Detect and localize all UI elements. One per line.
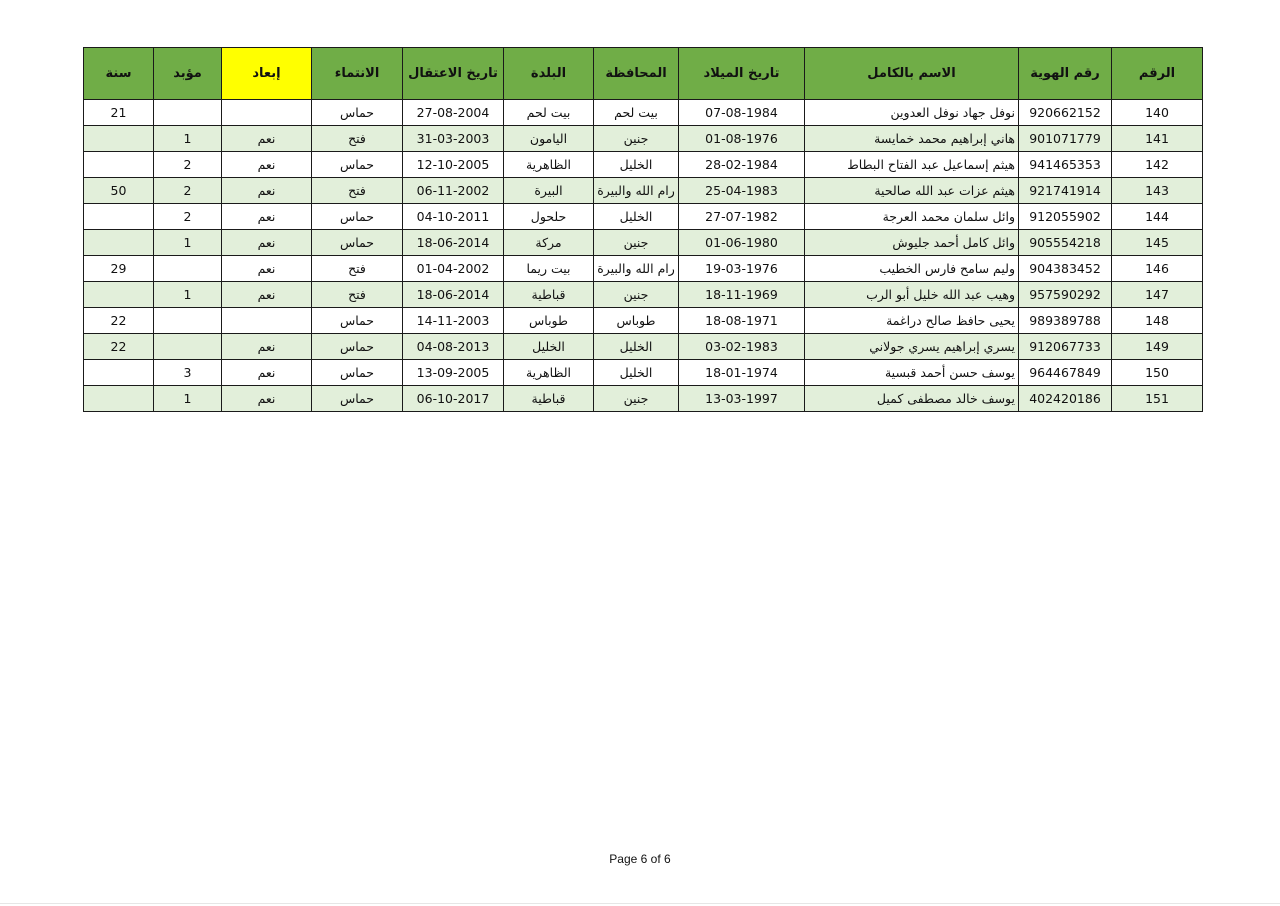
cell-arrest-date: 27-08-2004 <box>403 100 504 126</box>
cell-full-name: وائل سلمان محمد العرجة <box>805 204 1019 230</box>
cell-number: 147 <box>1112 282 1203 308</box>
cell-id-number: 912067733 <box>1019 334 1112 360</box>
cell-affiliation: حماس <box>312 100 403 126</box>
cell-governorate: بيت لحم <box>594 100 679 126</box>
cell-full-name: يسري إبراهيم يسري جولاني <box>805 334 1019 360</box>
cell-id-number: 989389788 <box>1019 308 1112 334</box>
cell-birth-date: 18-11-1969 <box>679 282 805 308</box>
cell-id-number: 905554218 <box>1019 230 1112 256</box>
cell-deportation: نعم <box>222 360 312 386</box>
cell-affiliation: حماس <box>312 308 403 334</box>
cell-number: 143 <box>1112 178 1203 204</box>
header-row <box>84 48 1203 100</box>
cell-governorate: الخليل <box>594 360 679 386</box>
cell-deportation: نعم <box>222 152 312 178</box>
cell-life-sentence: 3 <box>154 360 222 386</box>
cell-town: بيت لحم <box>504 100 594 126</box>
cell-years <box>84 126 154 152</box>
cell-life-sentence: 2 <box>154 178 222 204</box>
cell-governorate: الخليل <box>594 152 679 178</box>
cell-full-name: نوفل جهاد نوفل العدوين <box>805 100 1019 126</box>
cell-life-sentence: 1 <box>154 126 222 152</box>
header-full-name: الاسم بالكامل <box>805 48 1019 100</box>
cell-deportation: نعم <box>222 230 312 256</box>
cell-life-sentence <box>154 100 222 126</box>
cell-affiliation: فتح <box>312 178 403 204</box>
cell-town: البيرة <box>504 178 594 204</box>
cell-governorate: طوباس <box>594 308 679 334</box>
cell-years: 21 <box>84 100 154 126</box>
cell-affiliation: حماس <box>312 230 403 256</box>
cell-id-number: 957590292 <box>1019 282 1112 308</box>
cell-years: 22 <box>84 308 154 334</box>
cell-id-number: 402420186 <box>1019 386 1112 412</box>
cell-birth-date: 07-08-1984 <box>679 100 805 126</box>
header-affiliation: الانتماء <box>312 48 403 100</box>
cell-arrest-date: 12-10-2005 <box>403 152 504 178</box>
cell-deportation <box>222 100 312 126</box>
table-body <box>84 100 1203 412</box>
cell-id-number: 912055902 <box>1019 204 1112 230</box>
cell-years: 50 <box>84 178 154 204</box>
header-town: البلدة <box>504 48 594 100</box>
cell-number: 145 <box>1112 230 1203 256</box>
cell-deportation <box>222 308 312 334</box>
cell-governorate: جنين <box>594 386 679 412</box>
cell-number: 149 <box>1112 334 1203 360</box>
cell-life-sentence: 1 <box>154 386 222 412</box>
cell-arrest-date: 04-10-2011 <box>403 204 504 230</box>
cell-birth-date: 18-08-1971 <box>679 308 805 334</box>
cell-number: 141 <box>1112 126 1203 152</box>
table-row <box>84 386 1203 412</box>
cell-arrest-date: 18-06-2014 <box>403 230 504 256</box>
cell-deportation: نعم <box>222 282 312 308</box>
cell-town: اليامون <box>504 126 594 152</box>
cell-arrest-date: 31-03-2003 <box>403 126 504 152</box>
cell-town: الظاهرية <box>504 360 594 386</box>
cell-number: 142 <box>1112 152 1203 178</box>
cell-years <box>84 386 154 412</box>
table-row <box>84 230 1203 256</box>
cell-id-number: 920662152 <box>1019 100 1112 126</box>
cell-arrest-date: 06-11-2002 <box>403 178 504 204</box>
cell-number: 150 <box>1112 360 1203 386</box>
cell-id-number: 921741914 <box>1019 178 1112 204</box>
cell-town: قباطية <box>504 386 594 412</box>
cell-full-name: وائل كامل أحمد جليوش <box>805 230 1019 256</box>
cell-arrest-date: 18-06-2014 <box>403 282 504 308</box>
table-row <box>84 282 1203 308</box>
cell-full-name: هيثم عزات عبد الله صالحية <box>805 178 1019 204</box>
table-row <box>84 152 1203 178</box>
cell-id-number: 901071779 <box>1019 126 1112 152</box>
cell-birth-date: 19-03-1976 <box>679 256 805 282</box>
table-row <box>84 100 1203 126</box>
cell-town: طوباس <box>504 308 594 334</box>
cell-full-name: هيثم إسماعيل عبد الفتاح البطاط <box>805 152 1019 178</box>
cell-deportation: نعم <box>222 178 312 204</box>
cell-years <box>84 360 154 386</box>
cell-affiliation: فتح <box>312 282 403 308</box>
table-row <box>84 308 1203 334</box>
header-number: الرقم <box>1112 48 1203 100</box>
cell-birth-date: 27-07-1982 <box>679 204 805 230</box>
table-row <box>84 178 1203 204</box>
page-number: Page 6 of 6 <box>609 852 671 866</box>
cell-life-sentence: 2 <box>154 152 222 178</box>
cell-town: مركة <box>504 230 594 256</box>
header-deportation: إبعاد <box>222 48 312 100</box>
page-bottom-divider <box>0 903 1280 904</box>
cell-governorate: الخليل <box>594 204 679 230</box>
cell-deportation: نعم <box>222 334 312 360</box>
cell-governorate: رام الله والبيرة <box>594 178 679 204</box>
cell-years <box>84 230 154 256</box>
cell-full-name: وهيب عبد الله خليل أبو الرب <box>805 282 1019 308</box>
cell-town: قباطية <box>504 282 594 308</box>
cell-id-number: 964467849 <box>1019 360 1112 386</box>
cell-life-sentence: 1 <box>154 282 222 308</box>
cell-years: 29 <box>84 256 154 282</box>
prisoners-table <box>83 47 1203 412</box>
cell-governorate: جنين <box>594 230 679 256</box>
cell-affiliation: حماس <box>312 386 403 412</box>
cell-years <box>84 282 154 308</box>
cell-birth-date: 03-02-1983 <box>679 334 805 360</box>
cell-years <box>84 152 154 178</box>
cell-town: بيت ريما <box>504 256 594 282</box>
cell-number: 144 <box>1112 204 1203 230</box>
cell-birth-date: 25-04-1983 <box>679 178 805 204</box>
table-row <box>84 360 1203 386</box>
cell-affiliation: حماس <box>312 204 403 230</box>
cell-full-name: وليم سامح فارس الخطيب <box>805 256 1019 282</box>
cell-town: الخليل <box>504 334 594 360</box>
header-life-sentence: مؤبد <box>154 48 222 100</box>
cell-birth-date: 18-01-1974 <box>679 360 805 386</box>
header-birth-date: تاريخ الميلاد <box>679 48 805 100</box>
cell-affiliation: فتح <box>312 256 403 282</box>
table-row <box>84 256 1203 282</box>
cell-life-sentence <box>154 334 222 360</box>
table-row <box>84 334 1203 360</box>
cell-deportation: نعم <box>222 204 312 230</box>
cell-number: 146 <box>1112 256 1203 282</box>
cell-arrest-date: 01-04-2002 <box>403 256 504 282</box>
cell-birth-date: 28-02-1984 <box>679 152 805 178</box>
cell-affiliation: حماس <box>312 152 403 178</box>
header-id-number: رقم الهوية <box>1019 48 1112 100</box>
cell-full-name: يوسف حسن أحمد قبسية <box>805 360 1019 386</box>
cell-arrest-date: 04-08-2013 <box>403 334 504 360</box>
cell-id-number: 904383452 <box>1019 256 1112 282</box>
cell-governorate: جنين <box>594 282 679 308</box>
cell-town: حلحول <box>504 204 594 230</box>
header-governorate: المحافظة <box>594 48 679 100</box>
cell-birth-date: 01-06-1980 <box>679 230 805 256</box>
header-years: سنة <box>84 48 154 100</box>
cell-life-sentence: 1 <box>154 230 222 256</box>
cell-life-sentence <box>154 256 222 282</box>
cell-governorate: جنين <box>594 126 679 152</box>
cell-deportation: نعم <box>222 386 312 412</box>
cell-arrest-date: 06-10-2017 <box>403 386 504 412</box>
cell-years <box>84 204 154 230</box>
cell-number: 140 <box>1112 100 1203 126</box>
cell-affiliation: حماس <box>312 360 403 386</box>
cell-number: 148 <box>1112 308 1203 334</box>
cell-full-name: يحيى حافظ صالح دراغمة <box>805 308 1019 334</box>
cell-years: 22 <box>84 334 154 360</box>
cell-full-name: يوسف خالد مصطفى كميل <box>805 386 1019 412</box>
table-row <box>84 126 1203 152</box>
cell-governorate: الخليل <box>594 334 679 360</box>
cell-affiliation: حماس <box>312 334 403 360</box>
cell-birth-date: 01-08-1976 <box>679 126 805 152</box>
table-header <box>84 48 1203 100</box>
cell-full-name: هاني إبراهيم محمد خمايسة <box>805 126 1019 152</box>
header-arrest-date: تاريخ الاعتقال <box>403 48 504 100</box>
cell-birth-date: 13-03-1997 <box>679 386 805 412</box>
cell-governorate: رام الله والبيرة <box>594 256 679 282</box>
cell-affiliation: فتح <box>312 126 403 152</box>
cell-arrest-date: 14-11-2003 <box>403 308 504 334</box>
cell-town: الظاهرية <box>504 152 594 178</box>
cell-arrest-date: 13-09-2005 <box>403 360 504 386</box>
cell-deportation: نعم <box>222 256 312 282</box>
cell-number: 151 <box>1112 386 1203 412</box>
table-row <box>84 204 1203 230</box>
cell-deportation: نعم <box>222 126 312 152</box>
cell-life-sentence <box>154 308 222 334</box>
cell-life-sentence: 2 <box>154 204 222 230</box>
cell-id-number: 941465353 <box>1019 152 1112 178</box>
